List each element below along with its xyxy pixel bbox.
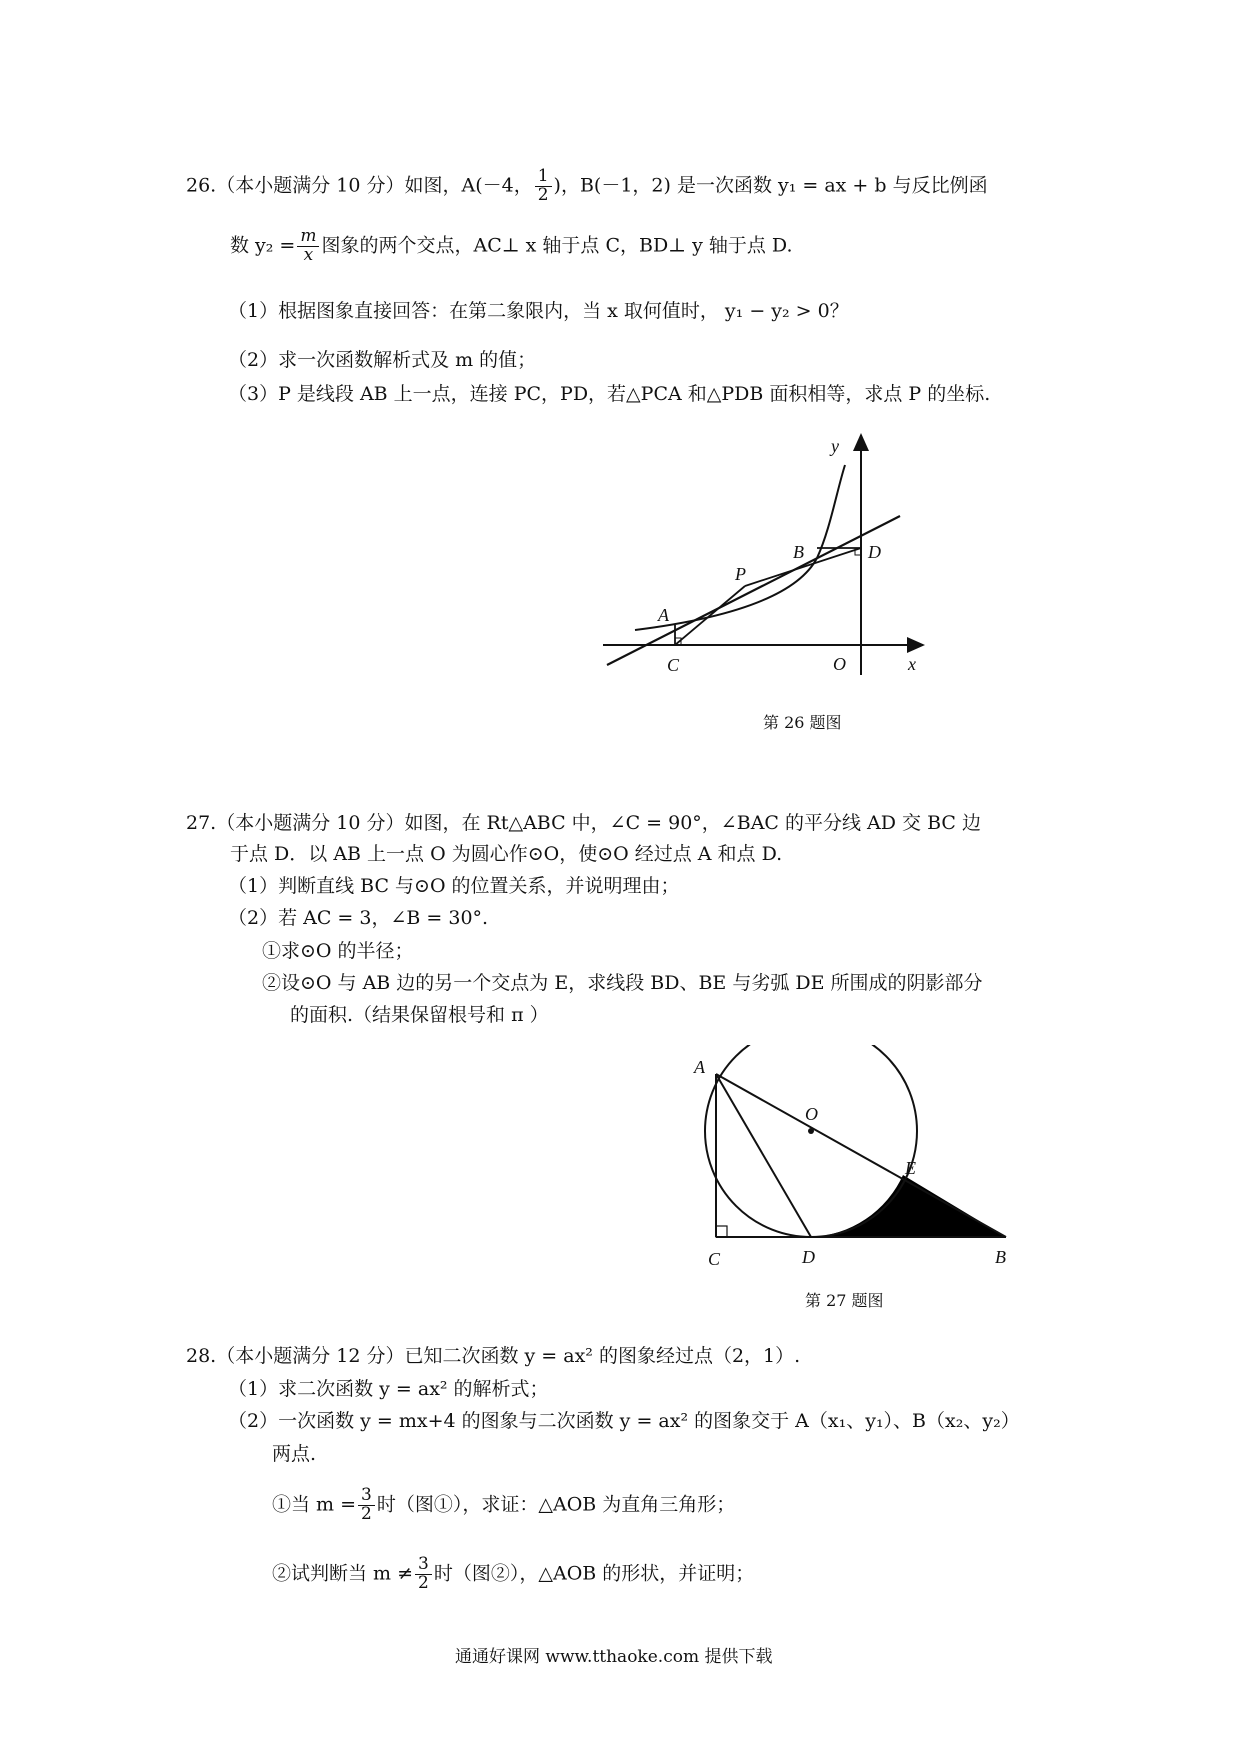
q28-sub1-rest: 时（图①），求证：△AOB 为直角三角形； [376,1493,736,1516]
q27-line1: 27.（本小题满分 10 分）如图，在 Rt△ABC 中，∠C = 90°，∠BAC 的平分线 AD 交 BC 边 [186,812,981,834]
q26-label-b: B [793,542,804,562]
q27-caption: 第 27 题图 [805,1291,884,1310]
q28-sub1-fraction [358,1487,375,1524]
q27-shaded-region [811,1175,1006,1237]
q27-label-b: B [995,1247,1006,1267]
q27-part1: （1）判断直线 BC 与⊙O 的位置关系，并说明理由； [228,875,680,897]
q27-sub1: ①求⊙O 的半径； [262,940,414,962]
q26-line2 [230,228,793,265]
q27-line2: 于点 D．以 AB 上一点 O 为圆心作⊙O，使⊙O 经过点 A 和点 D. [230,843,783,865]
q28-sub2 [272,1556,754,1593]
q28-sub2-fraction [415,1556,432,1593]
q28-part2-cont: 两点. [272,1443,317,1465]
q26-segment-pc [675,586,745,645]
q26-label-a: A [658,605,669,625]
q26-part1: （1）根据图象直接回答：在第二象限内，当 x 取何值时， y₁ − y₂ > 0？ [228,300,849,322]
q27-segment-ad [716,1074,811,1237]
q28-sub1-prefix: ①当 m = [272,1493,357,1516]
page-footer: 通通好课网 www.tthaoke.com 提供下载 [455,1647,773,1667]
q26-part2: （2）求一次函数解析式及 m 的值； [228,349,537,371]
q27-label-e: E [905,1158,916,1178]
q28-part2: （2）一次函数 y = mx+4 的图象与二次函数 y = ax² 的图象交于 A（x₁、y₁）、B（x₂、y₂） [228,1410,1020,1432]
q27-label-o: O [805,1104,818,1124]
q26-line-ab [607,516,900,665]
q26-m-over-x [297,228,319,265]
q26-label-x: x [908,654,916,674]
q27-sub2-cont: 的面积.（结果保留根号和 π ） [290,1004,549,1026]
q26-x: x [303,244,314,265]
q28-sub2-rest: 时（图②），△AOB 的形状，并证明； [433,1562,755,1585]
q27-label-d: D [802,1247,815,1267]
q27-label-a: A [694,1057,705,1077]
q27-part2: （2）若 AC = 3，∠B = 30°. [228,907,489,929]
q26-label-y: y [831,436,839,456]
q26-label-c: C [667,655,680,675]
q27-center-dot [808,1128,814,1134]
q26-line2-prefix: 数 y₂ = [230,234,296,257]
q28-sub1-den: 2 [361,1503,372,1524]
q26-fraction [535,168,552,205]
q26-caption: 第 26 题图 [763,713,842,732]
q27-segment-ab [716,1074,1006,1237]
q26-frac-num: 1 [535,168,552,187]
q28-sub1-num: 3 [358,1487,375,1506]
q26-after-frac: )，B(－1，2) 是一次函数 y₁ = ax + b 与反比例函 [553,174,988,197]
q28-line1: 28.（本小题满分 12 分）已知二次函数 y = ax² 的图象经过点（2，1）. [186,1345,801,1367]
q26-point-a: A(－4， [461,174,533,197]
q26-label-p: P [735,564,746,584]
q26-line1 [186,168,988,205]
q26-part3: （3）P 是线段 AB 上一点，连接 PC，PD，若△PCA 和△PDB 面积相等，求点 P 的坐标. [228,383,991,405]
q26-header: 26.（本小题满分 10 分）如图， [186,174,462,197]
q26-m: m [297,228,319,247]
q27-sub2: ②设⊙O 与 AB 边的另一个交点为 E，求线段 BD、BE 与劣弧 DE 所围成的阴影部分 [262,972,983,994]
q27-figure [680,1045,1020,1290]
q26-figure [595,430,940,680]
q27-label-c: C [708,1249,721,1269]
q26-line2-rest: 图象的两个交点，AC⊥ x 轴于点 C，BD⊥ y 轴于点 D. [321,234,793,257]
q28-part1: （1）求二次函数 y = ax² 的解析式； [228,1378,549,1400]
q28-sub2-den: 2 [418,1572,429,1593]
q27-right-angle-c [716,1226,727,1237]
q28-sub2-num: 3 [415,1556,432,1575]
q28-sub2-prefix: ②试判断当 m ≠ [272,1562,414,1585]
q28-sub1 [272,1487,735,1524]
q26-label-d: D [868,542,881,562]
q26-frac-den: 2 [537,184,549,205]
q26-label-o: O [833,654,846,674]
